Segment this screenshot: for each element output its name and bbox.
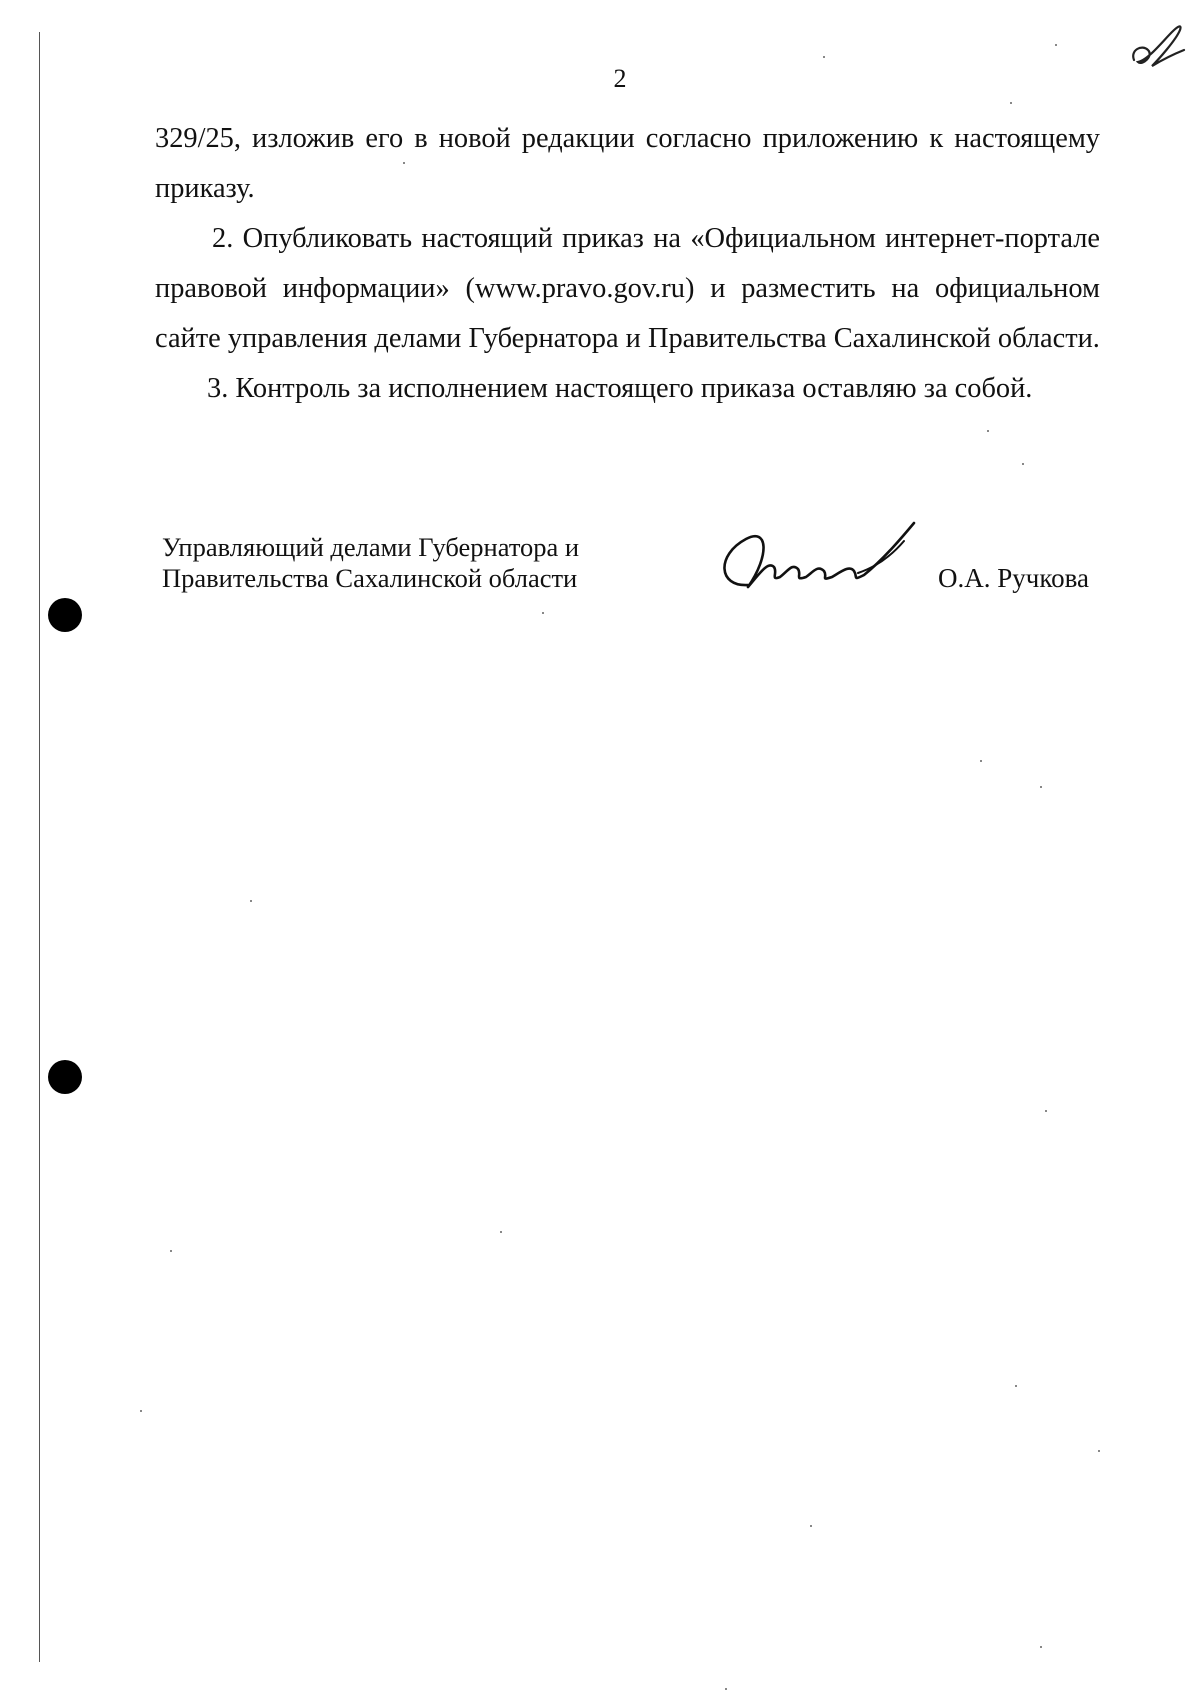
scan-speck <box>1010 102 1012 104</box>
scan-speck <box>1055 44 1057 46</box>
scan-speck <box>1022 463 1024 465</box>
punch-hole <box>48 598 82 632</box>
scan-speck <box>987 430 989 432</box>
signer-position-line-2: Правительства Сахалинской области <box>162 563 578 593</box>
scan-speck <box>1040 1646 1042 1648</box>
scan-speck <box>140 1410 142 1412</box>
scan-speck <box>980 760 982 762</box>
paragraph-1-continuation: 329/25, изложив его в новой редакции согласно приложению к настоящему приказу. <box>155 123 1100 204</box>
scan-speck <box>403 162 405 164</box>
scan-speck <box>810 1525 812 1527</box>
scan-speck <box>725 1688 727 1690</box>
scan-speck <box>1045 1110 1047 1112</box>
paragraph-2: 2. Опубликовать настоящий приказ на «Официальном интернет-портале правовой информации» (www.pravo.gov.ru) и разместить на официальном сайте управления делами Губернатора и Правительства Сахалинской области. <box>155 223 1100 354</box>
signer-name: О.А. Ручкова <box>938 563 1089 593</box>
signer-position-line-1: Управляющий делами Губернатора и <box>162 532 580 562</box>
page-edge-line <box>39 32 40 1662</box>
order-body <box>155 114 1100 414</box>
scan-speck <box>500 1231 502 1233</box>
scan-speck <box>1098 1450 1100 1452</box>
page-number: 2 <box>613 64 627 93</box>
scan-speck <box>1015 1385 1017 1387</box>
scan-speck <box>170 1250 172 1252</box>
handwritten-signature <box>708 515 928 605</box>
scan-speck <box>823 56 825 58</box>
signer-position <box>162 532 579 594</box>
scan-speck <box>1040 786 1042 788</box>
scan-speck <box>250 900 252 902</box>
scan-speck <box>542 612 544 614</box>
paragraph-3: 3. Контроль за исполнением настоящего приказа оставляю за собой. <box>207 373 1033 404</box>
punch-hole <box>48 1060 82 1094</box>
handwritten-page-mark <box>1128 20 1186 72</box>
